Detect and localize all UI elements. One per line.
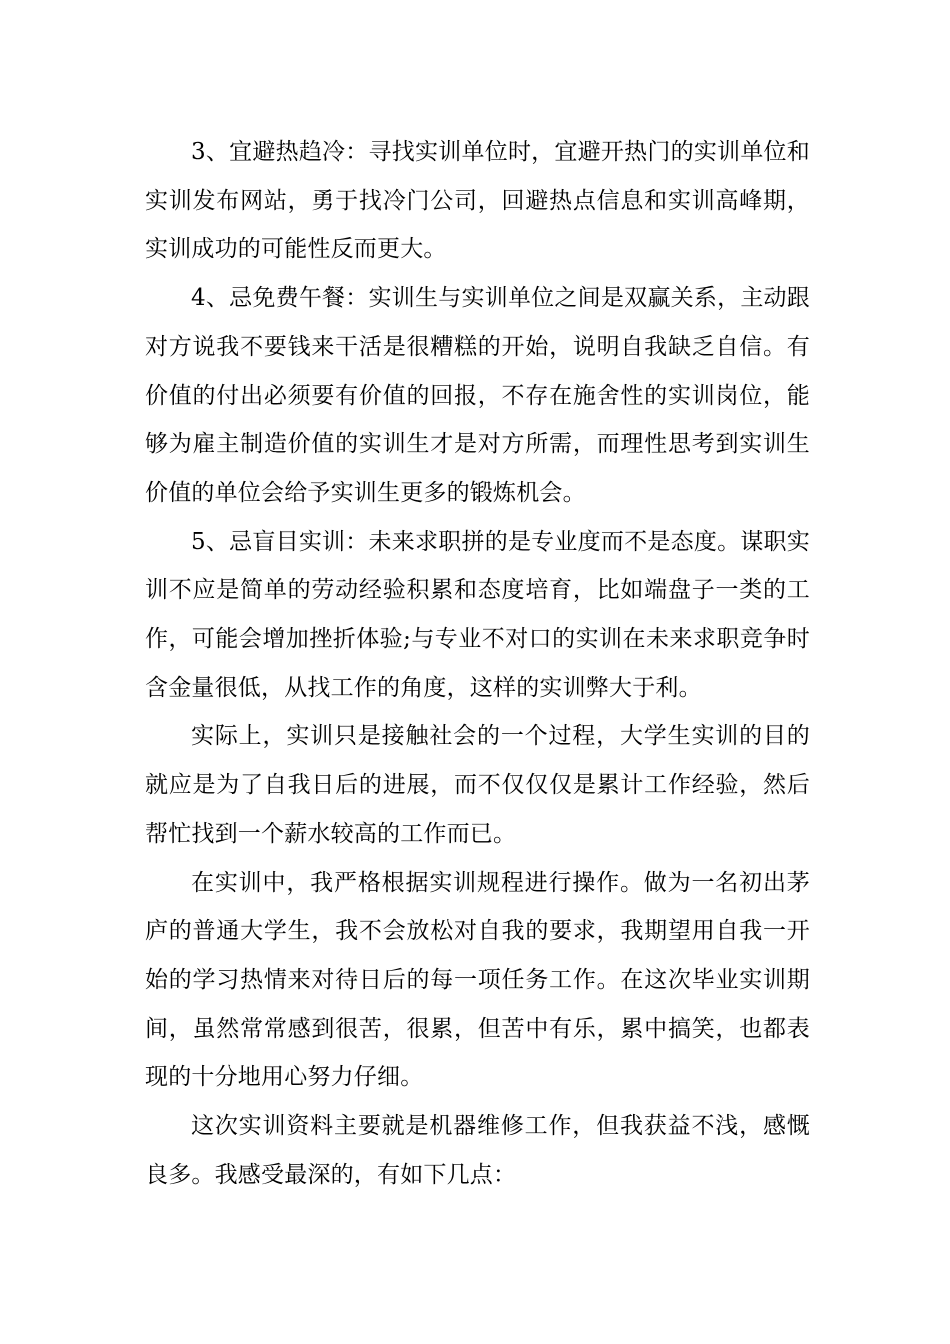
paragraph-tip-4: 4、忌免费午餐：实训生与实训单位之间是双赢关系，主动跟对方说我不要钱来干活是很糟糕的开始，说明自我缺乏自信。有价值的付出必须要有价值的回报，不存在施舍性的实训岗位，能够为雇主制造价值的实训生才是对方所需，而理性思考到实训生价值的单位会给予实训生更多的锻炼机会。 (145, 285, 810, 506)
paragraph-internship-content: 这次实训资料主要就是机器维修工作，但我获益不浅，感慨良多。我感受最深的，有如下几点： (145, 1113, 810, 1188)
paragraph-internship-attitude: 在实训中，我严格根据实训规程进行操作。做为一名初出茅庐的普通大学生，我不会放松对自我的要求，我期望用自我一开始的学习热情来对待日后的每一项任务工作。在这次毕业实训期间，虽然常常感到很苦，很累，但苦中有乐，累中搞笑，也都表现的十分地用心努力仔细。 (145, 869, 810, 1091)
paragraph-tip-5: 5、忌盲目实训：未来求职拼的是专业度而不是态度。谋职实训不应是简单的劳动经验积累和态度培育，比如端盘子一类的工作，可能会增加挫折体验;与专业不对口的实训在未来求职竞争时含金量很低，从找工作的角度，这样的实训弊大于利。 (145, 528, 810, 701)
document-body (145, 128, 810, 1199)
paragraph-internship-purpose: 实际上，实训只是接触社会的一个过程，大学生实训的目的就应是为了自我日后的进展，而不仅仅仅是累计工作经验，然后帮忙找到一个薪水较高的工作而已。 (145, 723, 810, 847)
paragraph-tip-3: 3、宜避热趋冷：寻找实训单位时，宜避开热门的实训单位和实训发布网站，勇于找冷门公司，回避热点信息和实训高峰期，实训成功的可能性反而更大。 (145, 139, 810, 263)
